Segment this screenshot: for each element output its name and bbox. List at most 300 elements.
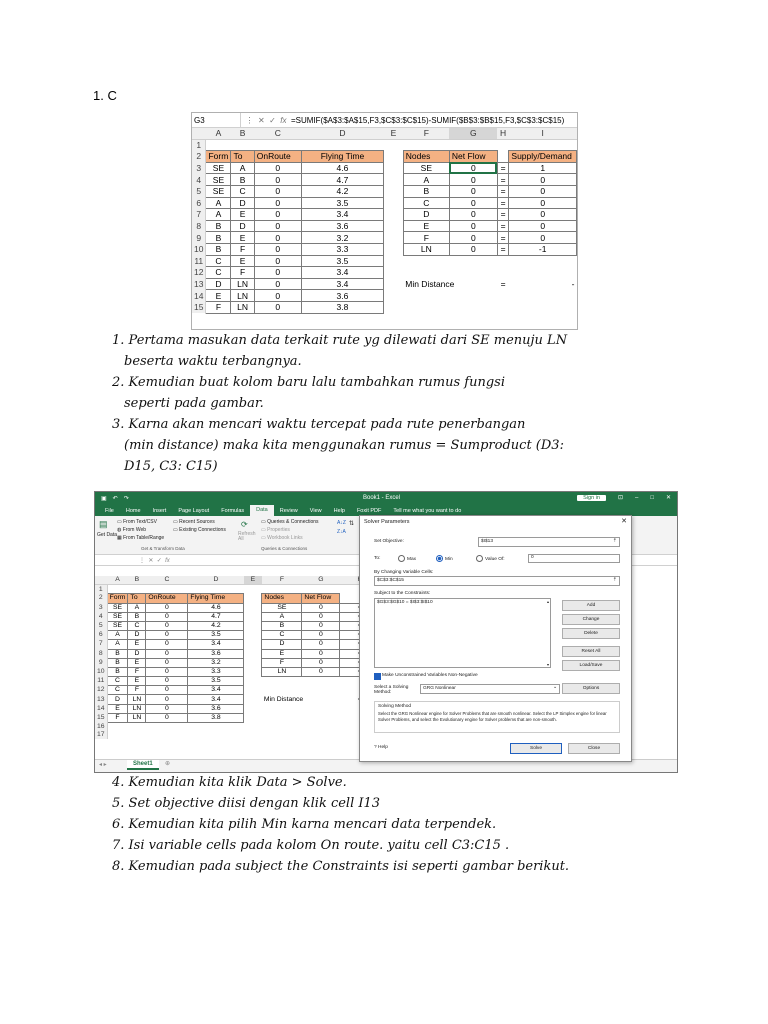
sign-in-button[interactable]: Sign in	[577, 495, 606, 501]
cell-onroute[interactable]: 0	[254, 197, 301, 209]
cell-form[interactable]: SE	[107, 621, 128, 630]
cell-onroute[interactable]: 0	[254, 185, 301, 197]
cell-node[interactable]: F	[262, 658, 302, 667]
cell-onroute[interactable]: 0	[146, 695, 188, 704]
header-net-flow-2[interactable]: Net Flow	[302, 594, 340, 603]
col-f-2[interactable]: F	[262, 576, 302, 585]
get-data-icon[interactable]: ▤	[99, 519, 108, 529]
cell-node[interactable]: B	[262, 621, 302, 630]
tab-file[interactable]: File	[105, 507, 114, 514]
ribbon-display-icon[interactable]: ⊡	[617, 495, 623, 501]
maximize-icon[interactable]: □	[650, 494, 654, 501]
col-d-2[interactable]: D	[188, 576, 244, 585]
from-web-button[interactable]: ◍ From Web	[117, 527, 147, 533]
cell-net-flow[interactable]: 0	[302, 621, 340, 630]
header-flying-time[interactable]: Flying Time	[301, 151, 383, 163]
cell-net-flow[interactable]	[302, 686, 340, 695]
cell-empty[interactable]	[384, 243, 404, 255]
cell-empty[interactable]	[384, 255, 404, 267]
min-distance-equals[interactable]: =	[500, 279, 506, 290]
sort-za-icon[interactable]: Z↓A	[337, 529, 346, 535]
cell-net-flow[interactable]: 0	[449, 162, 497, 174]
cell-node[interactable]	[262, 713, 302, 722]
tab-help[interactable]: Help	[333, 507, 345, 514]
cell-net-flow[interactable]	[302, 713, 340, 722]
queries-connections-button[interactable]: ▭ Queries & Connections	[261, 519, 319, 525]
cell-onroute[interactable]: 0	[146, 640, 188, 649]
col-b-2[interactable]: B	[128, 576, 146, 585]
cell-empty[interactable]	[244, 649, 262, 658]
cell-to[interactable]: LN	[231, 278, 254, 290]
cell-onroute[interactable]: 0	[146, 649, 188, 658]
sort-icon[interactable]: ⇅	[349, 521, 355, 527]
cell-supply-demand[interactable]: 0	[509, 185, 577, 197]
cell-form[interactable]: C	[206, 267, 231, 279]
changing-cells-input[interactable]: $C$3:$C$15 ⇡	[374, 576, 620, 586]
cell-onroute[interactable]: 0	[254, 255, 301, 267]
cell-empty[interactable]	[244, 658, 262, 667]
cell-flying-time[interactable]: 3.8	[301, 301, 383, 313]
cell-node[interactable]: LN	[262, 667, 302, 676]
cell-node[interactable]: A	[262, 612, 302, 621]
cell-form[interactable]: SE	[107, 603, 128, 612]
col-g-2[interactable]: G	[302, 576, 340, 585]
help-icon: ?	[374, 745, 377, 750]
cell-flying-time[interactable]: 4.2	[301, 185, 383, 197]
cell-flying-time[interactable]: 3.2	[188, 658, 244, 667]
value-of-radio[interactable]: Value Of:	[476, 555, 505, 562]
cell-flying-time[interactable]: 3.8	[188, 713, 244, 722]
col-b[interactable]: B	[231, 128, 254, 139]
tab-home[interactable]: Home	[125, 507, 141, 514]
change-button[interactable]: Change	[562, 614, 620, 625]
col-f[interactable]: F	[403, 128, 449, 139]
dialog-close-icon[interactable]: ✕	[621, 518, 627, 525]
workbook-links-button[interactable]: ▭ Workbook Links	[261, 535, 303, 541]
cell-form[interactable]: F	[107, 713, 128, 722]
sort-az-icon[interactable]: A↓Z	[337, 520, 346, 526]
cell-empty[interactable]	[384, 232, 404, 244]
cell-onroute[interactable]: 0	[254, 220, 301, 232]
cell-empty[interactable]	[384, 290, 404, 302]
constraint-item[interactable]: $G$3:$G$10 = $I$3:$I$10	[377, 600, 433, 605]
refresh-all-button[interactable]: Refresh All	[238, 531, 256, 542]
cell-supply-demand[interactable]	[509, 267, 577, 279]
cell-supply-demand[interactable]: 0	[509, 174, 577, 186]
header-nodes-2[interactable]: Nodes	[262, 594, 302, 603]
cell-flying-time[interactable]: 3.6	[188, 649, 244, 658]
undo-icon[interactable]: ↶	[112, 496, 118, 502]
cell-to[interactable]: LN	[128, 704, 146, 713]
cell-net-flow[interactable]	[449, 255, 497, 267]
tab-data[interactable]: Data	[250, 505, 274, 516]
cell-supply-demand[interactable]	[509, 301, 577, 313]
cell-empty[interactable]	[244, 640, 262, 649]
cell-empty[interactable]	[244, 631, 262, 640]
col-c[interactable]: C	[254, 128, 301, 139]
table-row	[95, 686, 392, 695]
cell-to[interactable]: LN	[128, 713, 146, 722]
recent-sources-button[interactable]: ▭ Recent Sources	[173, 519, 215, 525]
from-table-button[interactable]: ▦ From Table/Range	[117, 535, 165, 541]
range-select-icon[interactable]: ⇡	[612, 538, 617, 544]
cell-empty[interactable]	[244, 677, 262, 686]
cell-empty[interactable]	[244, 704, 262, 713]
method-select[interactable]: GRG Nonlinear ⌄	[420, 684, 560, 694]
close-button[interactable]: Close	[568, 743, 620, 754]
cell-to[interactable]: C	[231, 185, 254, 197]
cell-supply-demand[interactable]: -1	[509, 243, 577, 255]
cell-form[interactable]: B	[206, 232, 231, 244]
refresh-icon[interactable]: ⟳	[241, 520, 248, 529]
cell-net-flow[interactable]: 0	[449, 174, 497, 186]
cell-net-flow[interactable]	[302, 704, 340, 713]
cell-form[interactable]: F	[206, 301, 231, 313]
cell-onroute[interactable]: 0	[254, 209, 301, 221]
cell-empty[interactable]	[244, 612, 262, 621]
cell-equals[interactable]	[497, 290, 509, 302]
cell-equals[interactable]	[497, 255, 509, 267]
cell-flying-time[interactable]: 3.5	[301, 197, 383, 209]
cell-equals[interactable]: =	[497, 185, 509, 197]
cell-net-flow[interactable]	[302, 677, 340, 686]
cell-onroute[interactable]: 0	[146, 631, 188, 640]
cell-flying-time[interactable]: 4.7	[188, 612, 244, 621]
cell-equals[interactable]: =	[497, 174, 509, 186]
cell-to[interactable]: F	[128, 667, 146, 676]
header-nodes[interactable]: Nodes	[403, 151, 449, 163]
cell-net-flow[interactable]	[449, 267, 497, 279]
cell-onroute[interactable]: 0	[254, 278, 301, 290]
cell-supply-demand[interactable]: 1	[509, 162, 577, 174]
cell-node[interactable]: F	[403, 232, 449, 244]
cell-form[interactable]: C	[107, 677, 128, 686]
cell-node[interactable]: B	[403, 185, 449, 197]
cell-onroute[interactable]: 0	[254, 162, 301, 174]
cell-form[interactable]: B	[206, 220, 231, 232]
tab-foxit-pdf[interactable]: Foxit PDF	[356, 507, 382, 514]
cell-empty[interactable]	[384, 209, 404, 221]
help-button[interactable]: ? Help	[374, 745, 388, 750]
tab-view[interactable]: View	[309, 507, 322, 514]
cell-supply-demand[interactable]: 0	[509, 209, 577, 221]
range-select-icon[interactable]: ⇡	[612, 577, 617, 583]
value-of-input[interactable]: 0	[528, 554, 620, 563]
cell-node[interactable]: E	[262, 649, 302, 658]
cell-to[interactable]: C	[128, 621, 146, 630]
col-d[interactable]: D	[301, 128, 383, 139]
cell-to[interactable]: D	[128, 649, 146, 658]
cell-form[interactable]: SE	[206, 162, 231, 174]
cell-to[interactable]: F	[128, 686, 146, 695]
cell-flying-time[interactable]: 3.6	[188, 704, 244, 713]
cell-to[interactable]: E	[231, 232, 254, 244]
cell-supply-demand[interactable]: 0	[509, 197, 577, 209]
header-onroute-2[interactable]: OnRoute	[146, 594, 188, 603]
redo-icon[interactable]: ↷	[123, 496, 129, 502]
header-to[interactable]: To	[231, 151, 254, 163]
load-save-button[interactable]: Load/Save	[562, 660, 620, 671]
cell-empty[interactable]	[384, 185, 404, 197]
tab-nav-icon[interactable]: ◂ ▸	[99, 762, 107, 768]
cell-flying-time[interactable]: 3.5	[188, 677, 244, 686]
cell-supply-demand[interactable]: 0	[509, 232, 577, 244]
col-i[interactable]: I	[509, 128, 577, 139]
min-radio[interactable]: Min	[436, 555, 453, 562]
cell-onroute[interactable]: 0	[146, 603, 188, 612]
cell-flying-time[interactable]: 4.6	[301, 162, 383, 174]
cell-empty[interactable]	[384, 267, 404, 279]
header-onroute[interactable]: OnRoute	[254, 151, 301, 163]
cell-onroute[interactable]: 0	[254, 290, 301, 302]
cell-empty[interactable]	[384, 197, 404, 209]
cell-node[interactable]	[403, 267, 449, 279]
cell-node[interactable]	[262, 677, 302, 686]
cell-equals[interactable]: =	[497, 232, 509, 244]
cell-net-flow[interactable]: 0	[449, 232, 497, 244]
cell-to[interactable]: F	[231, 243, 254, 255]
cell-onroute[interactable]: 0	[146, 677, 188, 686]
cell-form[interactable]: C	[107, 686, 128, 695]
cell-net-flow[interactable]: 0	[302, 658, 340, 667]
cell-node[interactable]: D	[403, 209, 449, 221]
cell-onroute[interactable]: 0	[254, 267, 301, 279]
header-to-2[interactable]: To	[128, 594, 146, 603]
header-form[interactable]: Form	[206, 151, 231, 163]
cell-form[interactable]: D	[206, 278, 231, 290]
cell-form[interactable]: C	[206, 255, 231, 267]
cell-flying-time[interactable]: 4.6	[188, 603, 244, 612]
cell-form[interactable]: B	[107, 649, 128, 658]
cell-onroute[interactable]: 0	[254, 174, 301, 186]
reset-all-button[interactable]: Reset All	[562, 646, 620, 657]
cell-onroute[interactable]: 0	[254, 232, 301, 244]
cell-onroute[interactable]: 0	[254, 243, 301, 255]
cell-supply-demand[interactable]	[509, 290, 577, 302]
cell-form[interactable]: B	[107, 658, 128, 667]
options-button[interactable]: Options	[562, 683, 620, 694]
constraints-list[interactable]	[374, 598, 551, 668]
cell-equals[interactable]: =	[497, 197, 509, 209]
cell-flying-time[interactable]: 3.4	[301, 209, 383, 221]
cell-net-flow[interactable]: 0	[449, 197, 497, 209]
cell-equals[interactable]: =	[497, 162, 509, 174]
cell-flying-time[interactable]: 3.6	[301, 220, 383, 232]
cell-equals[interactable]: =	[497, 209, 509, 221]
cell-node[interactable]	[403, 301, 449, 313]
cell-node[interactable]: C	[403, 197, 449, 209]
cell-empty[interactable]	[384, 278, 404, 290]
cell-onroute[interactable]: 0	[146, 713, 188, 722]
cell-net-flow[interactable]: 0	[302, 649, 340, 658]
col-c-2[interactable]: C	[146, 576, 188, 585]
cell-to[interactable]: D	[231, 197, 254, 209]
cell-form[interactable]: A	[107, 631, 128, 640]
cell-to[interactable]: B	[231, 174, 254, 186]
cell-flying-time[interactable]: 3.5	[301, 255, 383, 267]
cell-flying-time[interactable]: 4.2	[188, 621, 244, 630]
sheet-tab[interactable]: Sheet1	[127, 760, 159, 770]
cell-node[interactable]: LN	[403, 243, 449, 255]
cell-form[interactable]: SE	[206, 174, 231, 186]
cell-to[interactable]: D	[128, 631, 146, 640]
cell-form[interactable]: E	[206, 290, 231, 302]
cell-empty[interactable]	[244, 667, 262, 676]
cell-node[interactable]: A	[403, 174, 449, 186]
cell-net-flow[interactable]: 0	[449, 220, 497, 232]
cell-onroute[interactable]: 0	[146, 621, 188, 630]
cell-empty[interactable]	[244, 695, 262, 704]
cell-net-flow[interactable]: 0	[449, 185, 497, 197]
cell-to[interactable]: E	[128, 640, 146, 649]
scroll-down-icon[interactable]: ▾	[546, 662, 549, 667]
cell-node[interactable]: C	[262, 631, 302, 640]
cell-form[interactable]: B	[206, 243, 231, 255]
cell-empty[interactable]	[384, 220, 404, 232]
cell-onroute[interactable]: 0	[146, 667, 188, 676]
cell-supply-demand[interactable]	[509, 255, 577, 267]
cell-to[interactable]: E	[231, 255, 254, 267]
tab-tell-me-what-you-want-to-do[interactable]: Tell me what you want to do	[393, 507, 462, 514]
cell-flying-time[interactable]: 4.7	[301, 174, 383, 186]
cell-to[interactable]: E	[231, 209, 254, 221]
tab-formulas[interactable]: Formulas	[221, 507, 245, 514]
cell-net-flow[interactable]: 0	[302, 603, 340, 612]
col-a[interactable]: A	[206, 128, 231, 139]
delete-button[interactable]: Delete	[562, 628, 620, 639]
existing-connections-button[interactable]: ▭ Existing Connections	[173, 527, 226, 533]
cell-flying-time[interactable]: 3.4	[188, 640, 244, 649]
cell-to[interactable]: E	[128, 677, 146, 686]
cell-onroute[interactable]: 0	[146, 704, 188, 713]
cell-node[interactable]	[403, 255, 449, 267]
cell-node[interactable]	[262, 686, 302, 695]
tab-insert[interactable]: Insert	[152, 507, 167, 514]
cell-form[interactable]: SE	[206, 185, 231, 197]
header-supply-demand[interactable]: Supply/Demand	[509, 151, 577, 163]
cell-net-flow[interactable]	[449, 301, 497, 313]
cell-node[interactable]: SE	[262, 603, 302, 612]
cell-onroute[interactable]: 0	[146, 612, 188, 621]
minimize-icon[interactable]: –	[635, 494, 639, 501]
solve-button[interactable]: Solve	[510, 743, 562, 754]
col-g[interactable]: G	[449, 128, 497, 139]
from-text-button[interactable]: ▭ From Text/CSV	[117, 519, 157, 525]
cell-empty[interactable]	[244, 713, 262, 722]
add-button[interactable]: Add	[562, 600, 620, 611]
cell-flying-time[interactable]: 3.4	[301, 267, 383, 279]
cell-empty[interactable]	[384, 162, 404, 174]
cell-net-flow[interactable]: 0	[302, 667, 340, 676]
cell-to[interactable]: LN	[231, 290, 254, 302]
get-data-button[interactable]: Get Data	[97, 532, 118, 538]
tab-page-layout[interactable]: Page Layout	[178, 507, 210, 514]
scroll-up-icon[interactable]: ▴	[546, 599, 549, 604]
cell-flying-time[interactable]: 3.4	[188, 686, 244, 695]
close-icon[interactable]: ✕	[665, 495, 671, 501]
cell-node[interactable]	[403, 290, 449, 302]
cell-form[interactable]: A	[206, 197, 231, 209]
cell-to[interactable]: E	[128, 658, 146, 667]
cell-flying-time[interactable]: 3.3	[188, 667, 244, 676]
cell-to[interactable]: LN	[128, 695, 146, 704]
cell-empty[interactable]	[384, 174, 404, 186]
cell-equals[interactable]: =	[497, 220, 509, 232]
cell-to[interactable]: A	[231, 162, 254, 174]
cell-net-flow[interactable]: 0	[449, 209, 497, 221]
cell-to[interactable]: A	[128, 603, 146, 612]
cell-form[interactable]: E	[107, 704, 128, 713]
cell-to[interactable]: LN	[231, 301, 254, 313]
cell-flying-time[interactable]: 3.5	[188, 631, 244, 640]
cell-flying-time[interactable]: 3.4	[188, 695, 244, 704]
cell-onroute[interactable]: 0	[254, 301, 301, 313]
cell-flying-time[interactable]: 3.2	[301, 232, 383, 244]
cell-flying-time[interactable]: 3.3	[301, 243, 383, 255]
min-distance-value[interactable]: -	[571, 279, 575, 290]
cell-flying-time[interactable]: 3.6	[301, 290, 383, 302]
col-e[interactable]: E	[384, 128, 404, 139]
cell-to[interactable]: B	[128, 612, 146, 621]
cell-node[interactable]: E	[403, 220, 449, 232]
cell-net-flow[interactable]: 0	[449, 243, 497, 255]
formula-text[interactable]: =SUMIF($A$3:$A$15,F3,$C$3:$C$15)-SUMIF($B$3:$B$15,F3,$C$3:$C$15)	[291, 115, 565, 125]
cell-form[interactable]: D	[107, 695, 128, 704]
cell-node[interactable]: SE	[403, 162, 449, 174]
add-sheet-icon[interactable]: ⊕	[165, 761, 171, 767]
cell-empty[interactable]	[384, 301, 404, 313]
cell-form[interactable]: SE	[107, 612, 128, 621]
cell-to[interactable]: D	[231, 220, 254, 232]
cell-net-flow[interactable]: 0	[302, 631, 340, 640]
col-a-2[interactable]: A	[107, 576, 128, 585]
cell-form[interactable]: A	[107, 640, 128, 649]
cell-empty[interactable]	[244, 686, 262, 695]
cell-flying-time[interactable]: 3.4	[301, 278, 383, 290]
objective-input[interactable]: $I$13 ⇡	[478, 537, 620, 547]
cell-equals[interactable]	[497, 267, 509, 279]
header-flying-time-2[interactable]: Flying Time	[188, 594, 244, 603]
cell-to[interactable]: F	[231, 267, 254, 279]
max-radio[interactable]: Max	[398, 555, 416, 562]
cell-supply-demand[interactable]: 0	[509, 220, 577, 232]
col-h[interactable]: H	[497, 128, 509, 139]
save-icon[interactable]: ▣	[101, 496, 107, 502]
min-distance-label[interactable]: Min Distance	[263, 695, 304, 703]
cell-onroute[interactable]: 0	[146, 658, 188, 667]
cell-net-flow[interactable]: 0	[302, 612, 340, 621]
cell-node[interactable]	[262, 704, 302, 713]
cell-net-flow[interactable]: 0	[302, 640, 340, 649]
cell-onroute[interactable]: 0	[146, 686, 188, 695]
name-box[interactable]: G3	[192, 113, 241, 127]
tab-review[interactable]: Review	[279, 507, 298, 514]
cell-net-flow[interactable]	[449, 290, 497, 302]
cell-form[interactable]: A	[206, 209, 231, 221]
cell-empty[interactable]	[244, 621, 262, 630]
cell-node[interactable]: D	[262, 640, 302, 649]
min-distance-label[interactable]: Min Distance	[405, 279, 455, 290]
cell-equals[interactable]	[497, 301, 509, 313]
cell-form[interactable]: B	[107, 667, 128, 676]
header-net-flow[interactable]: Net Flow	[449, 151, 497, 163]
header-form-2[interactable]: Form	[107, 594, 128, 603]
cell-empty[interactable]	[244, 603, 262, 612]
nonneg-checkbox[interactable]	[374, 673, 381, 680]
properties-button[interactable]: ▭ Properties	[261, 527, 290, 533]
col-e-2[interactable]: E	[244, 576, 262, 585]
cell-equals[interactable]: =	[497, 243, 509, 255]
